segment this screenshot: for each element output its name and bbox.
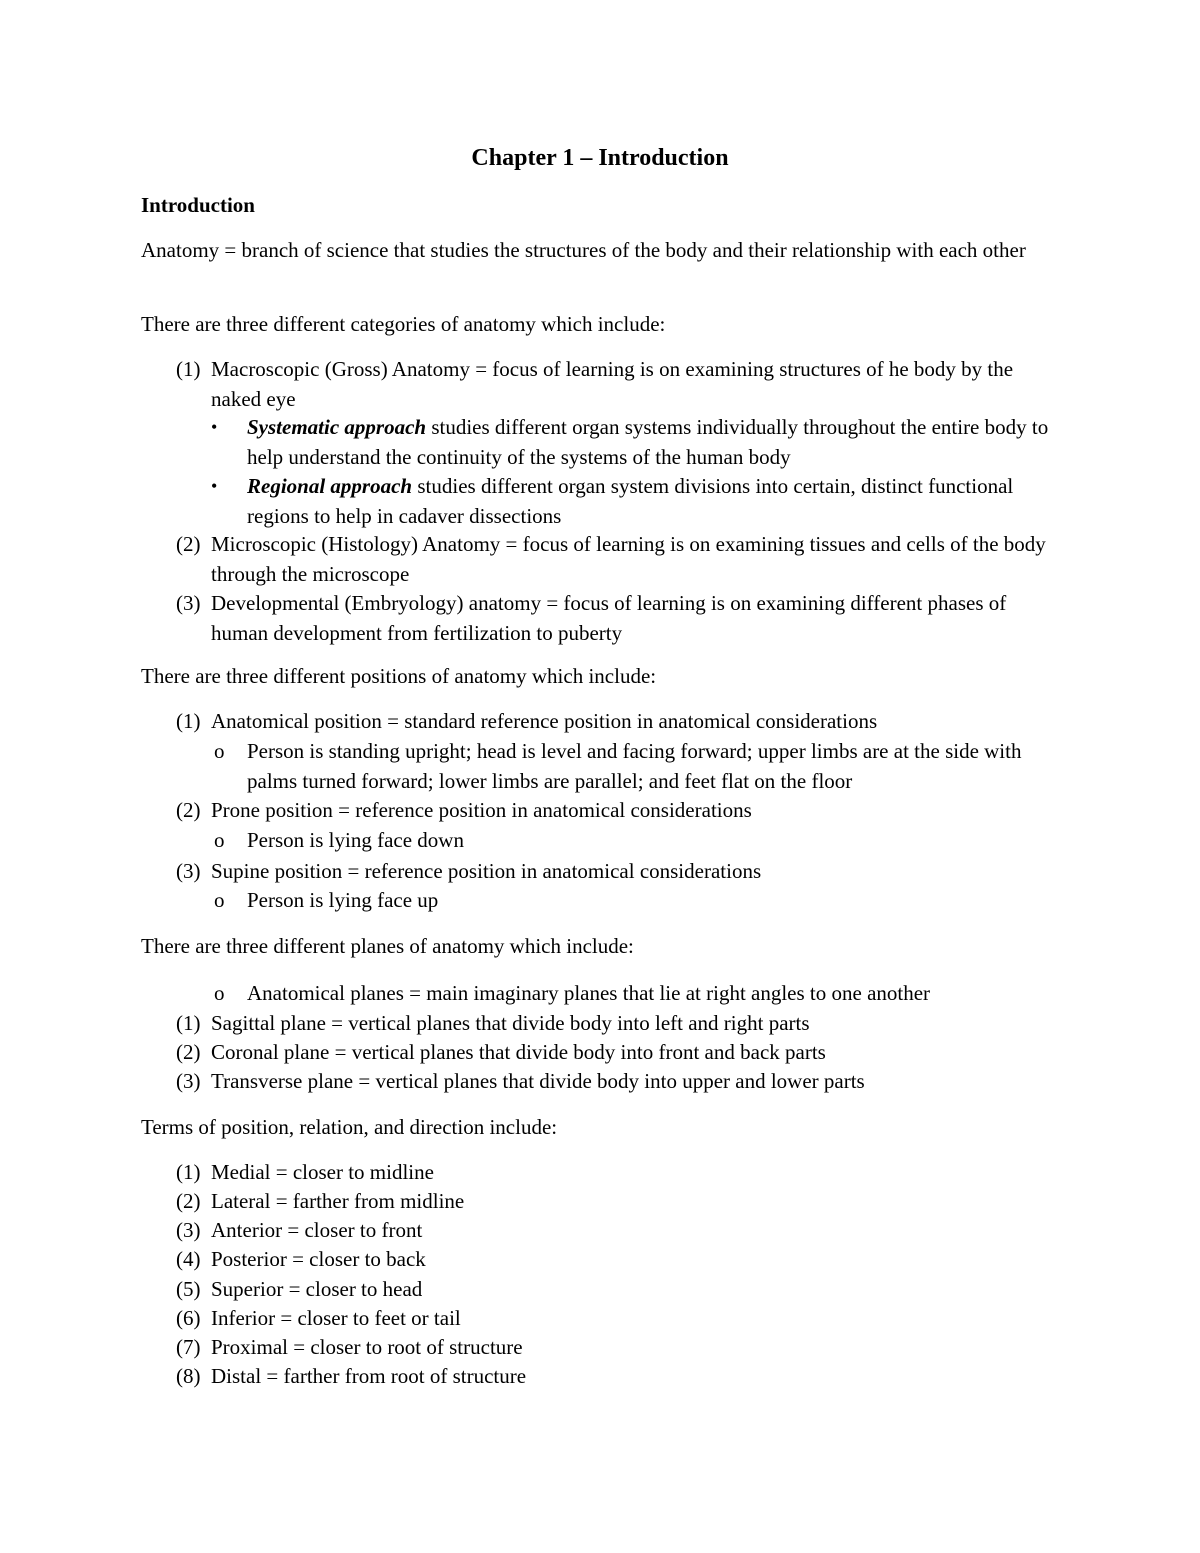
term-description: studies different organ systems individually throughout the entire body to help understand the continuity of the systems of the human body bbox=[247, 415, 1049, 469]
bullet-icon: • bbox=[211, 476, 218, 496]
categories-lead: There are three different categories of anatomy which include: bbox=[141, 312, 666, 336]
planes-lead: There are three different planes of anatomy which include: bbox=[141, 934, 634, 958]
list-number: (1) bbox=[176, 1160, 201, 1184]
list-number: (5) bbox=[176, 1277, 201, 1301]
circle-bullet-icon: o bbox=[214, 981, 225, 1005]
list-text: Supine position = reference position in anatomical considerations bbox=[211, 859, 762, 883]
list-text: Distal = farther from root of structure bbox=[211, 1364, 527, 1388]
list-text: Inferior = closer to feet or tail bbox=[211, 1306, 461, 1330]
list-number: (2) bbox=[176, 532, 201, 556]
list-number: (3) bbox=[176, 859, 201, 883]
list-text: Proximal = closer to root of structure bbox=[211, 1335, 523, 1359]
list-text: Prone position = reference position in anatomical considerations bbox=[211, 798, 752, 822]
sub-item-text: Person is standing upright; head is level and facing forward; upper limbs are at the side with palms turned forward; lower limbs are parallel; and feet flat on the floor bbox=[247, 739, 1022, 793]
list-text: Anatomical position = standard reference position in anatomical considerations bbox=[211, 709, 878, 733]
list-text: Medial = closer to midline bbox=[211, 1160, 434, 1184]
term-label: Systematic approach bbox=[247, 415, 427, 439]
sub-item-text: Person is lying face up bbox=[247, 888, 439, 912]
positions-lead: There are three different positions of anatomy which include: bbox=[141, 664, 657, 688]
list-number: (2) bbox=[176, 798, 201, 822]
list-number: (7) bbox=[176, 1335, 201, 1359]
section-heading: Introduction bbox=[141, 193, 255, 217]
sub-item-text: Person is lying face down bbox=[247, 828, 464, 852]
list-number: (2) bbox=[176, 1189, 201, 1213]
list-text: Sagittal plane = vertical planes that divide body into left and right parts bbox=[211, 1011, 810, 1035]
list-number: (1) bbox=[176, 357, 201, 381]
list-text: Macroscopic (Gross) Anatomy = focus of learning is on examining structures of he body by the naked eye bbox=[211, 357, 1014, 411]
term-label: Regional approach bbox=[247, 474, 413, 498]
list-text: Posterior = closer to back bbox=[211, 1247, 426, 1271]
list-text: Superior = closer to head bbox=[211, 1277, 423, 1301]
circle-bullet-icon: o bbox=[214, 739, 225, 763]
list-number: (3) bbox=[176, 1218, 201, 1242]
list-text: Transverse plane = vertical planes that divide body into upper and lower parts bbox=[211, 1069, 865, 1093]
list-number: (2) bbox=[176, 1040, 201, 1064]
list-text: Anterior = closer to front bbox=[211, 1218, 423, 1242]
list-text: Coronal plane = vertical planes that divide body into front and back parts bbox=[211, 1040, 826, 1064]
list-number: (4) bbox=[176, 1247, 201, 1271]
page-title: Chapter 1 – Introduction bbox=[471, 145, 729, 171]
list-text: Lateral = farther from midline bbox=[211, 1189, 465, 1213]
list-number: (8) bbox=[176, 1364, 201, 1388]
list-number: (3) bbox=[176, 591, 201, 615]
anatomy-definition: Anatomy = branch of science that studies the structures of the body and their relationship with each other bbox=[141, 238, 1026, 262]
bullet-icon: • bbox=[211, 417, 218, 437]
list-number: (1) bbox=[176, 1011, 201, 1035]
bullet-text bbox=[247, 472, 1057, 531]
terms-lead: Terms of position, relation, and direction include: bbox=[141, 1115, 558, 1139]
circle-bullet-icon: o bbox=[214, 828, 225, 852]
list-number: (6) bbox=[176, 1306, 201, 1330]
list-number: (3) bbox=[176, 1069, 201, 1093]
sub-item-text: Anatomical planes = main imaginary planes that lie at right angles to one another bbox=[247, 981, 931, 1005]
list-number: (1) bbox=[176, 709, 201, 733]
list-text: Microscopic (Histology) Anatomy = focus of learning is on examining tissues and cells of the body through the microscope bbox=[211, 532, 1046, 586]
circle-bullet-icon: o bbox=[214, 888, 225, 912]
list-text: Developmental (Embryology) anatomy = focus of learning is on examining different phases of human development from fertilization to puberty bbox=[211, 591, 1007, 645]
term-description: studies different organ system divisions into certain, distinct functional regions to help in cadaver dissections bbox=[247, 474, 1014, 528]
bullet-text bbox=[247, 413, 1057, 472]
